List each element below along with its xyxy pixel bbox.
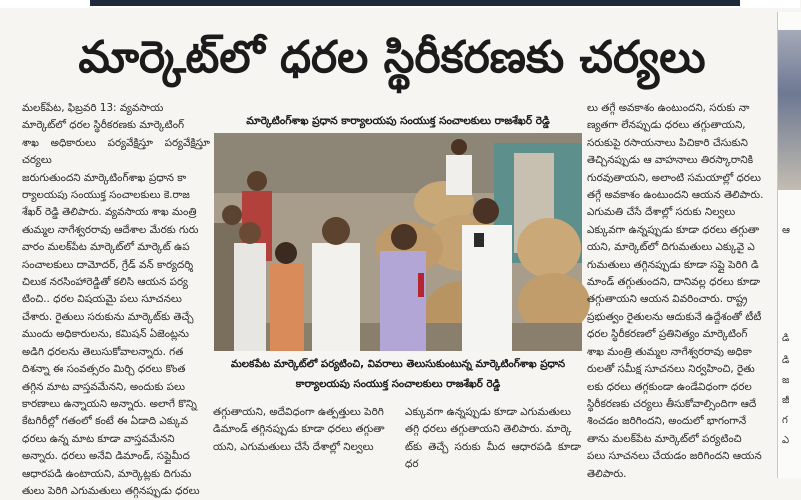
article-column-bottom-mid-2: [405, 404, 581, 471]
article-line: తాను మలక్‌పేట మార్కెట్‌లో పర్యటించి: [587, 432, 742, 445]
adjacent-text-fragment: ఆ: [782, 225, 790, 236]
top-rule: [0, 0, 800, 8]
article-line: ఆధారపడి ఉంటాయని, మార్కెట్లకు దిగుమ: [22, 467, 192, 480]
article-line: ఎగుమతి చేసే దేశాల్లో సరుకు నిల్వలు: [587, 206, 736, 219]
article-line: లకు ధరలు తగ్గకుండా ఉండేవిధంగా ధరల: [587, 380, 752, 393]
article-line: ఎక్కువగా ఉన్నప్పుడు కూడా ఎగుమతులు: [405, 406, 571, 418]
article-line: ఎక్కువగా ఉన్నప్పుడు కూడా ధరలు తగ్గుతా: [587, 223, 760, 236]
article-line: తెలిపారు.: [587, 467, 627, 480]
article-line: ర్యాలయపు సంయుక్త సంచాలకులు కె.రాజ: [22, 189, 190, 202]
adjacent-text-fragment: గ: [782, 415, 788, 426]
article-line: అడిగి ధరలను తెలుసుకోవాలన్నారు. గత: [22, 345, 184, 358]
article-line: రులతో సమీక్ష సూచనలు నిర్వహించి, రైతు: [587, 363, 755, 376]
article-line: తగ్గుతాయని, అదేవిధంగా ఉత్పత్తులు పెరిగి: [213, 406, 384, 418]
article-line: శించడం జరిగిందని, అందులో భాగంగానే: [587, 415, 747, 428]
article-line: స్థిరీకరణకు చర్యలు తీసుకోవాల్సిందిగా ఆదే: [587, 397, 757, 410]
market-scene-illustration: [214, 133, 582, 351]
article-line: ధరలు ఉన్న మాట కూడా వాస్తవమేనని: [22, 432, 175, 445]
adjacent-text-fragment: జ: [782, 375, 790, 386]
article-line: గుమతులు తగ్గినప్పుడు కూడా సప్లై పెరిగి డి: [587, 258, 759, 271]
article-headline: మార్కెట్‌లో ధరల స్థిరీకరణకు చర్యలు: [78, 32, 706, 83]
photo-caption-bottom-line-1: మలకపేట మార్కెట్‌లో పర్యటించి, వివరాలు తెలుసుకుంటున్న మార్కెటింగ్‌శాఖ ప్రధాన: [230, 358, 566, 370]
article-line: టించి.. ధరల విషయమై పలు సూచనలు: [22, 293, 182, 306]
article-line: చిలుక నరసింహారెడ్డితో కలిసి ఆయన పర్య: [22, 276, 188, 289]
article-column-left: [22, 100, 210, 497]
article-line: జరుగుతుందని మార్కెటింగ్‌శాఖ ప్రధాన కా: [22, 171, 187, 184]
article-line: చేశారు. రైతులు సరుకును మార్కెట్‌కు తెచ్చే: [22, 310, 194, 323]
article-line: మాండ్ తగ్గుతుందని, దానివల్ల ధరలు కూడా: [587, 276, 760, 289]
article-line: మలక్‌పేట, ఫిబ్రవరి 13: వ్యవసాయ: [22, 102, 164, 114]
adjacent-article-edge: [777, 12, 801, 478]
article-line: యని, ఎగుమతులు చేసే దేశాల్లో నిల్వలు: [213, 440, 374, 453]
article-line: తుమ్మల నాగేశ్వరరావు ఆదేశాల మేరకు గురు: [22, 223, 199, 236]
article-line: ధరల స్థిరీకరణలో ప్రతినిత్యం మార్కెటింగ్: [587, 328, 748, 341]
article-line: కారణాలు ఉన్నాయని అన్నారు. అలాగే కొన్ని: [22, 397, 197, 410]
article-line: శాఖ అధికారులు పర్యవేక్షిస్తూ పర్యవేక్షిస్తూ చర్యలు: [22, 136, 210, 167]
article-line: లు తగ్గే అవకాశం ఉంటుందని, సరుకు నా: [587, 102, 750, 114]
article-line: గురవుతాయని, అలాంటి సమయాల్లో ధరలు: [587, 171, 761, 184]
article-line: ణ్యతగా లేనప్పుడు ధరలు తగ్గుతాయని,: [587, 119, 746, 132]
adjacent-text-fragment: జీ: [782, 395, 790, 406]
article-line: సరుకుపై రసాయనాలు పిచికారి చేసుకుని: [587, 136, 748, 149]
adjacent-text-fragment: ఎ: [782, 435, 790, 446]
article-line: తులు పెరిగి ఎగుమతులు తగ్గినప్పుడు ధరలు: [22, 484, 200, 497]
news-photo: [214, 133, 582, 351]
article-line: దిశన్నా ఈ సంవత్సరం మిర్చి ధరలు కొంత: [22, 363, 186, 376]
article-line: శేఖర్ రెడ్డి తెలిపారు. వ్యవసాయ శాఖ మంత్రి: [22, 206, 197, 219]
article-line: తగ్గే అవకాశం ఉంటుందని ఆయన తెలిపారు.: [587, 189, 764, 202]
article-line: వారం మలక్‌పేట మార్కెట్‌లో మార్కెట్ ఉప: [22, 241, 190, 254]
adjacent-text-fragment: డి: [782, 333, 790, 344]
article-line: యని, మార్కెట్‌లో దిగుమతులు ఎక్కువై ఎ: [587, 241, 755, 254]
article-line: తెచ్చినప్పుడు ఆ వాహనాలు తిరస్కారానికి: [587, 154, 754, 167]
article-line: పలు సూచనలు చేయడం జరిగిందని ఆయన: [587, 450, 762, 463]
photo-caption-bottom-line-2: కార్యాలయపు సంయుక్త సంచాలకులు రాజశేఖర్ రెడ్డి: [295, 378, 501, 390]
article-line: అన్నారు. ధరలు అనేవి డిమాండ్, సప్లైమీద: [22, 450, 190, 463]
article-line: మార్కెట్‌లో ధరల స్థిరీకరణకు మార్కెటింగ్: [22, 119, 185, 132]
article-line: డిమాండ్ తగ్గినప్పుడు కూడా ధరలు తగ్గుతా: [213, 423, 385, 436]
adjacent-photo-fragment: [778, 30, 801, 190]
photo-caption-bottom: [214, 354, 582, 398]
article-column-right: [587, 100, 772, 480]
masthead-bar: [90, 0, 740, 6]
photo-caption-top: మార్కెటింగ్‌శాఖ ప్రధాన కార్యాలయపు సంయుక్త సంచాలకులు రాజశేఖర్ రెడ్డి: [246, 115, 550, 127]
article-line: తగ్గిన మాట వాస్తవమేనని, అందుకు పలు: [22, 380, 186, 393]
article-line: ప్రభుత్వం రైతులను ఆదుకునే ఉద్దేశంతో టీటీ: [587, 310, 762, 323]
article-column-bottom-mid: [213, 404, 401, 468]
article-line: సంచాలకులు దామోదర్, గ్రేడ్ వన్ కార్యదర్శి: [22, 258, 194, 271]
article-line: కేటగిరీల్లో గతంలో కంటే ఈ ఏడాది ఎక్కువ: [22, 415, 188, 428]
article-line: ట్‌కు తెచ్చే సరుకు మీద ఆధారపడి కూడా ధర: [405, 440, 581, 471]
article-line: శాఖ మంత్రి తుమ్మల నాగేశ్వరరావు అధికా: [587, 345, 752, 358]
adjacent-text-fragment: డి: [782, 355, 790, 366]
article-line: ముందు అధికారులను, కమిషన్ ఏజెంట్లను: [22, 328, 189, 341]
article-line: తగ్గి ధరలు తగ్గుతాయని తెలిపారు. మార్కె: [405, 423, 572, 436]
article-line: తగ్గుతాయని ఆయన వివరించారు. రాష్ట్ర: [587, 293, 748, 306]
